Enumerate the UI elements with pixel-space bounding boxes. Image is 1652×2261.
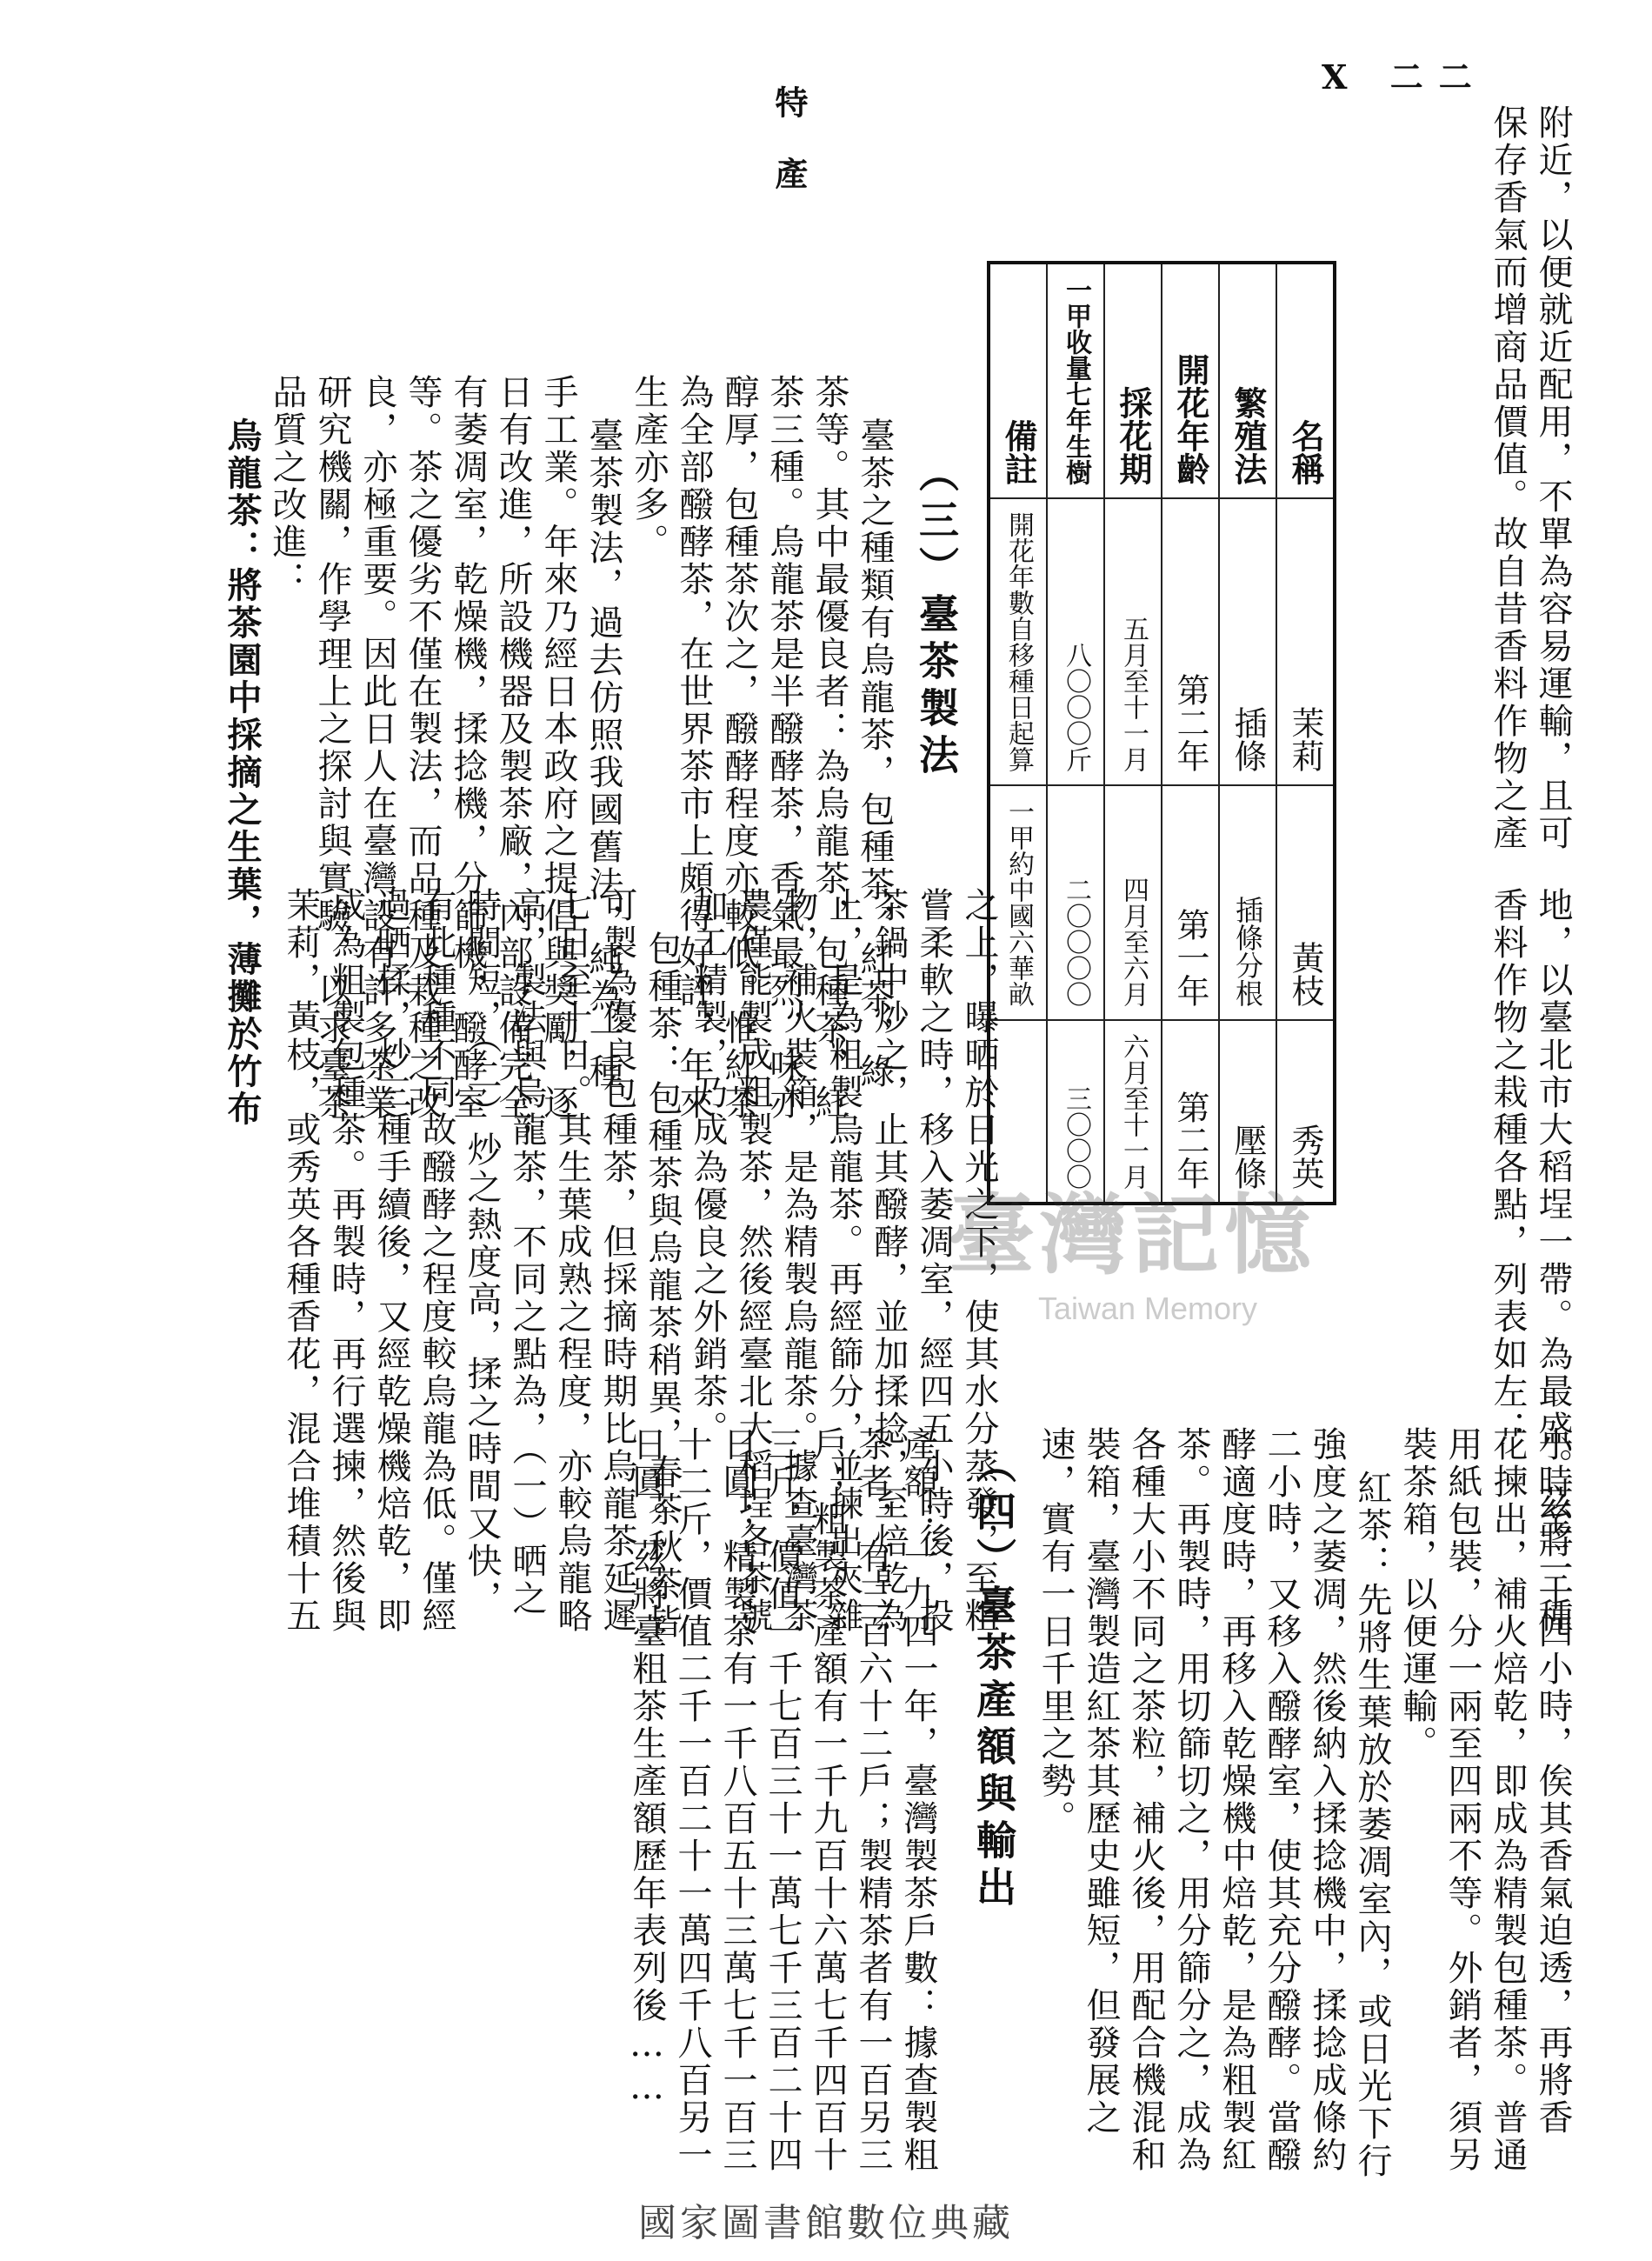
text-column: 時間短，（二）炒之熱度高，揉之時間又快， <box>462 887 502 1617</box>
text-column: 七日至十日。其生葉成熟之程度，亦較烏龍略 <box>552 887 592 1635</box>
watermark-logo <box>948 1165 1348 1357</box>
text-column: 戶；粗製茶產額有一千九百十六萬七千四百十 <box>808 1426 848 2174</box>
text-column: 酵適度時，再移入乾燥機中焙乾，是為粗製紅 <box>1216 1426 1256 2174</box>
text-column: 為全部醱酵茶，在世界茶市上頗得好評，年來 <box>674 374 714 1122</box>
running-title: 特 <box>769 85 809 153</box>
text-column: 日圓；精製茶有一千八百五十三萬七千一百三 <box>717 1426 757 2174</box>
cell-gardenia: 黃枝 <box>1276 785 1335 1020</box>
text-column: 良，亦極重要。因此日人在臺灣設有許多茶業 <box>357 374 397 1122</box>
page-number: X 二二 <box>1322 57 1488 97</box>
cell: 一甲約中國六華畝 <box>989 785 1047 1020</box>
flower-crop-table <box>987 261 1336 1205</box>
cell: 第二年 <box>1162 498 1219 785</box>
cell: 五月至十一月 <box>1104 498 1162 785</box>
cell: 四月至六月 <box>1104 785 1162 1020</box>
cell: 二〇〇〇〇 <box>1047 785 1104 1020</box>
text-column: 茶鍋中炒之，止其醱酵，並加揉捻，至焙乾為 <box>869 887 909 1635</box>
cell-xiuying: 秀英 <box>1276 1020 1335 1204</box>
text-column: 止，是為粗製烏龍茶。再經篩分，並揀出夾雜 <box>823 887 863 1635</box>
text-column: 茉莉，黃枝，或秀英各種香花，混合堆積十五 <box>281 887 321 1635</box>
watermark-subtext: Taiwan Memory <box>1037 1291 1258 1326</box>
cell: 三〇〇〇 <box>1047 1020 1104 1204</box>
text-column: 花揀出，補火焙乾，即成為精製包種茶。普通 <box>1488 1426 1528 2174</box>
table-col-yield: 一甲收量七年生樹 <box>1047 263 1104 498</box>
cell: 第一年 <box>1162 785 1219 1020</box>
text-column: 有此種種不同故醱酵之程度較烏龍為低。僅經 <box>416 887 456 1635</box>
table-col-age: 開花年齡 <box>1162 263 1219 498</box>
text-column: 研究機關，作學理上之探討與實驗，以求臺茶 <box>312 374 352 1122</box>
text-column: 物，補火裝箱，是為精製烏龍茶。據查臺灣茶 <box>778 887 818 1635</box>
table-col-name: 名稱 <box>1276 263 1335 498</box>
text-column: 二小時，又移入醱酵室，使其充分醱酵。當醱 <box>1262 1426 1302 2174</box>
cell: 插條分根 <box>1219 785 1276 1020</box>
text-column: 十二斤，價值二千一百二十一萬四千八百另一 <box>672 1426 712 2174</box>
watermark-text: 臺灣記憶 <box>948 1184 1316 1286</box>
text-column: 有萎凋室，乾燥機，揉捻機，分篩機，醱酵室 <box>448 374 488 1122</box>
text-column: 之上，曝晒於日光之下，使其水分蒸發，至粗 <box>959 887 999 1635</box>
text-column: 強度之萎凋，然後納入揉捻機中，揉捻成條約 <box>1307 1426 1347 2174</box>
text-column: 等。茶之優劣不僅在製法，而品種及栽種之改 <box>403 374 443 1122</box>
text-column: 裝箱，臺灣製造紅茶其歷史雖短，但發展之 <box>1081 1426 1121 2137</box>
cell: 壓條 <box>1219 1020 1276 1204</box>
text-column: 醇厚，包種茶次之，醱酵程度亦較低。惟紅茶 <box>719 374 759 1122</box>
section-heading: （四）臺茶產額與輸出 <box>970 1444 1017 1913</box>
text-column: 茶。再製時，用切篩切之，用分篩分之，成為 <box>1171 1426 1211 2174</box>
section-heading: （三）臺茶製法 <box>913 452 960 781</box>
text-column: 三斤，價值一千七百三十一萬七千三百二十四 <box>763 1426 803 2174</box>
text-column: 紅茶：先將生葉放於萎凋室內，或日光下行 <box>1352 1470 1392 2180</box>
text-column: 生產亦多。 <box>629 374 669 561</box>
text-column: 用紙包裝，分一兩至四兩不等。外銷者，須另 <box>1442 1426 1482 2174</box>
cell: 第二年 <box>1162 1020 1219 1204</box>
text-column: 日有改進，所設機器及製茶廠，內部設備完全， <box>493 374 533 1159</box>
text-column: 臺茶之種類有烏龍茶，包種茶，紅茶，綠 <box>855 417 895 1090</box>
text-column: 過晒揉，炒三種手續後，又經乾燥機焙乾，即 <box>371 887 411 1635</box>
text-column: 農僅能製成粗製茶，然後經臺北大稻埕各茶號 <box>733 887 773 1635</box>
text-column: 小時至二十四小時，俟其香氣迫透，再將香 <box>1533 1426 1573 2137</box>
cell-jasmine: 茉莉 <box>1276 498 1335 785</box>
cell: 開花年數自移種日起算 <box>989 498 1047 785</box>
table-col-note: 備註 <box>989 263 1047 498</box>
text-column: 速，實有一日千里之勢。 <box>1036 1426 1076 1837</box>
text-column: 附近，以便就近配用，不單為容易運輸，且可 <box>1533 104 1573 852</box>
text-column: 茶等。其中最優良者：為烏龍茶，包種茶，紅 <box>809 374 849 1122</box>
text-column: 可製為優良包種茶，但採摘時期比烏龍茶延遲 <box>597 887 637 1635</box>
text-column: 產額：一九四一年，臺灣製茶戶數：據查製粗 <box>898 1426 938 2174</box>
text-column: 成為粗製包種茶。再製時，再行選揀，然後與 <box>326 887 366 1635</box>
text-column: 保存香氣而增商品價值。故自昔香料作物之產 <box>1488 104 1528 852</box>
text-column: 茶者，有三百六十二戶；製精茶者有一百另三 <box>853 1426 893 2174</box>
cell: 插條 <box>1219 498 1276 785</box>
running-title-2: 產 <box>769 157 809 224</box>
text-column: 香料作物之栽種各點，列表如左： <box>1488 887 1528 1448</box>
text-column: 包種茶：包種茶與烏龍茶稍異，春茶秋茶皆 <box>643 930 683 1641</box>
text-column: 品質之改進： <box>267 374 307 598</box>
table-col-season: 採花期 <box>1104 263 1162 498</box>
text-column: 裝茶箱，以便運輸。 <box>1397 1426 1437 1763</box>
text-column: 高，製法與烏龍茶，不同之點為，（一）晒之 <box>507 887 547 1617</box>
cell: 八〇〇〇斤 <box>1047 498 1104 785</box>
archive-footer: 國家圖書館數位典藏 <box>638 2201 1014 2245</box>
text-column: 烏龍茶：將茶園中採摘之生葉，薄攤於竹布 <box>222 417 263 1128</box>
text-column: 各種大小不同之茶粒，補火後，用配合機混和 <box>1126 1426 1166 2174</box>
table-col-method: 繁殖法 <box>1219 263 1276 498</box>
cell: 六月至十一月 <box>1104 1020 1162 1204</box>
text-column: 嘗柔軟之時，移入萎凋室，經四五小時後，投 <box>914 887 954 1635</box>
text-column: 加工精製，乃成為優良之外銷茶。 <box>688 887 728 1448</box>
text-column: 手工業。年來乃經日本政府之提倡與獎勵，逐 <box>538 374 578 1122</box>
text-column: 臺茶製法，過去仿照我國舊法，純為一種 <box>583 417 623 1090</box>
text-column: 日圓。茲將臺粗茶生產額歷年表列後…… <box>627 1426 667 2110</box>
text-column: 茶三種。烏龍茶是半醱酵茶，香氣最烈，味亦 <box>764 374 804 1122</box>
text-column: 地，以臺北市大稻埕一帶。為最盛。茲將三種 <box>1533 887 1573 1635</box>
